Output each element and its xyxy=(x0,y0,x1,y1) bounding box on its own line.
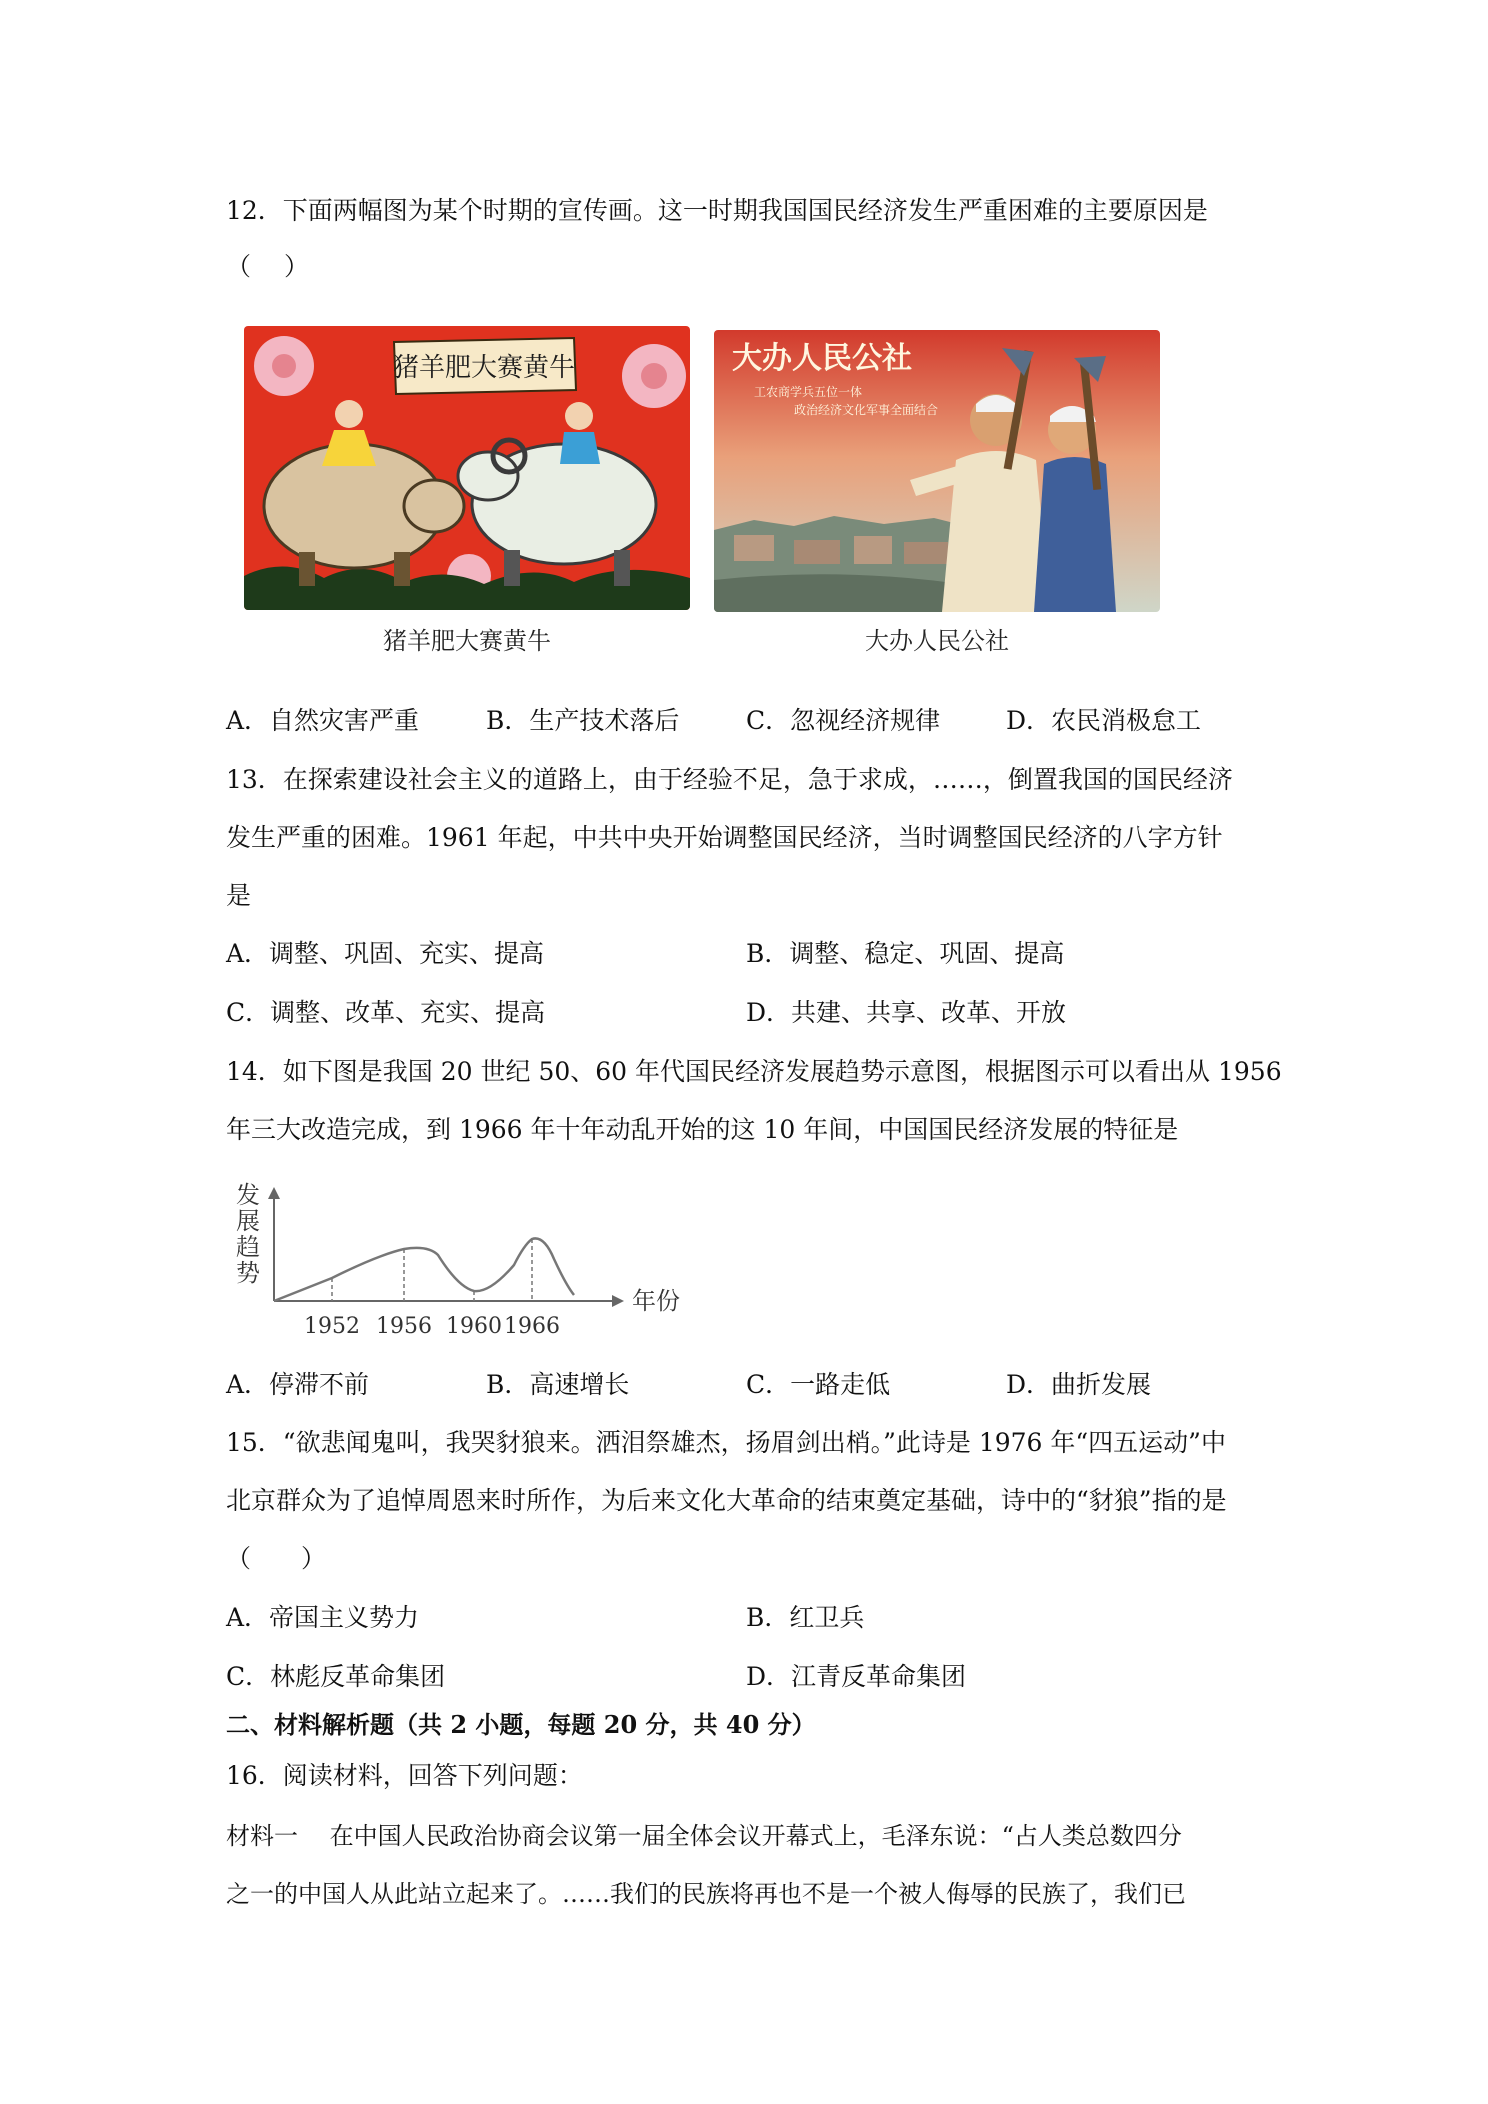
q13-stem-line1: 13．在探索建设社会主义的道路上，由于经验不足，急于求成，……，倒置我国的国民经济 xyxy=(226,765,1233,794)
x-tick-1966: 1966 xyxy=(504,1314,560,1339)
q12-option-b[interactable]: B．生产技术落后 xyxy=(486,706,680,735)
poster2-caption: 大办人民公社 xyxy=(865,627,1009,655)
q14-option-c[interactable]: C．一路走低 xyxy=(746,1370,891,1399)
q15-option-c[interactable]: C．林彪反革命集团 xyxy=(226,1662,446,1691)
q15-option-d[interactable]: D．江青反革命集团 xyxy=(746,1662,967,1691)
poster-commune-art xyxy=(714,330,1160,612)
q12-option-a[interactable]: A．自然灾害严重 xyxy=(226,706,420,735)
q15-option-a[interactable]: A．帝国主义势力 xyxy=(226,1603,420,1632)
q12-option-c[interactable]: C．忽视经济规律 xyxy=(746,706,941,735)
y-axis-label-char: 展 xyxy=(236,1207,260,1235)
q15-option-b[interactable]: B．红卫兵 xyxy=(746,1603,865,1632)
q12-stem-line1: 12．下面两幅图为某个时期的宣传画。这一时期我国国民经济发生严重困难的主要原因是 xyxy=(226,196,1208,225)
q13-stem-line3: 是 xyxy=(226,881,252,910)
poster-people-commune xyxy=(714,330,1160,612)
q14-option-a[interactable]: A．停滞不前 xyxy=(226,1370,370,1399)
x-tick-1956: 1956 xyxy=(376,1314,432,1339)
q16-material1-line2: 之一的中国人从此站立起来了。……我们的民族将再也不是一个被人侮辱的民族了，我们已 xyxy=(226,1880,1186,1908)
x-axis-label: 年份 xyxy=(632,1287,680,1315)
y-axis-label-char: 势 xyxy=(236,1259,260,1287)
poster2-sub2: 政治经济文化军事全面结合 xyxy=(794,403,939,417)
q13-stem-line2: 发生严重的困难。1961 年起，中共中央开始调整国民经济，当时调整国民经济的八字方针 xyxy=(226,823,1223,852)
x-axis-arrow xyxy=(612,1295,624,1307)
q16-material1-line1: 材料一 在中国人民政治协商会议第一届全体会议开幕式上，毛泽东说：“占人类总数四分 xyxy=(226,1822,1182,1850)
poster-pig-sheep-art xyxy=(244,326,690,610)
q12-option-d[interactable]: D．农民消极怠工 xyxy=(1006,706,1202,735)
x-tick-1952: 1952 xyxy=(304,1314,360,1339)
poster2-sub1: 工农商学兵五位一体 xyxy=(754,385,863,399)
q15-stem-line1: 15．“欲悲闻鬼叫，我哭豺狼来。洒泪祭雄杰，扬眉剑出梢。”此诗是 1976 年“四五运动”中 xyxy=(226,1428,1226,1457)
q14-option-b[interactable]: B．高速增长 xyxy=(486,1370,630,1399)
q12-stem-line2: （ ） xyxy=(226,252,309,281)
poster2-title: 大办人民公社 xyxy=(732,341,912,376)
section2-heading: 二、材料解析题（共 2 小题，每题 20 分，共 40 分） xyxy=(226,1710,816,1739)
x-tick-1960: 1960 xyxy=(446,1314,502,1339)
q13-option-d[interactable]: D．共建、共享、改革、开放 xyxy=(746,998,1067,1027)
trend-line xyxy=(274,1238,574,1301)
q14-stem-line2: 年三大改造完成，到 1966 年十年动乱开始的这 10 年间，中国国民经济发展的特征是 xyxy=(226,1115,1179,1144)
q15-stem-line2: 北京群众为了追悼周恩来时所作，为后来文化大革命的结束奠定基础，诗中的“豺狼”指的是 xyxy=(226,1486,1227,1515)
poster1-banner: 猪羊肥大赛黄牛 xyxy=(392,353,576,383)
poster1-caption: 猪羊肥大赛黄牛 xyxy=(383,627,551,655)
y-axis-label-char: 趋 xyxy=(236,1233,260,1261)
q14-option-d[interactable]: D．曲折发展 xyxy=(1006,1370,1152,1399)
economy-trend-chart xyxy=(228,1175,708,1345)
q16-stem-line1: 16．阅读材料，回答下列问题： xyxy=(226,1761,583,1790)
y-axis-label xyxy=(236,1181,260,1287)
q13-option-c[interactable]: C．调整、改革、充实、提高 xyxy=(226,998,546,1027)
q13-option-a[interactable]: A．调整、巩固、充实、提高 xyxy=(226,939,545,968)
q14-stem-line1: 14．如下图是我国 20 世纪 50、60 年代国民经济发展趋势示意图，根据图示可以看出从 1956 xyxy=(226,1057,1282,1086)
y-axis-arrow xyxy=(268,1187,280,1199)
y-axis-label-char: 发 xyxy=(236,1181,260,1209)
poster-pig-sheep xyxy=(244,326,690,610)
q15-stem-line3: （ ） xyxy=(226,1544,327,1573)
q13-option-b[interactable]: B．调整、稳定、巩固、提高 xyxy=(746,939,1065,968)
